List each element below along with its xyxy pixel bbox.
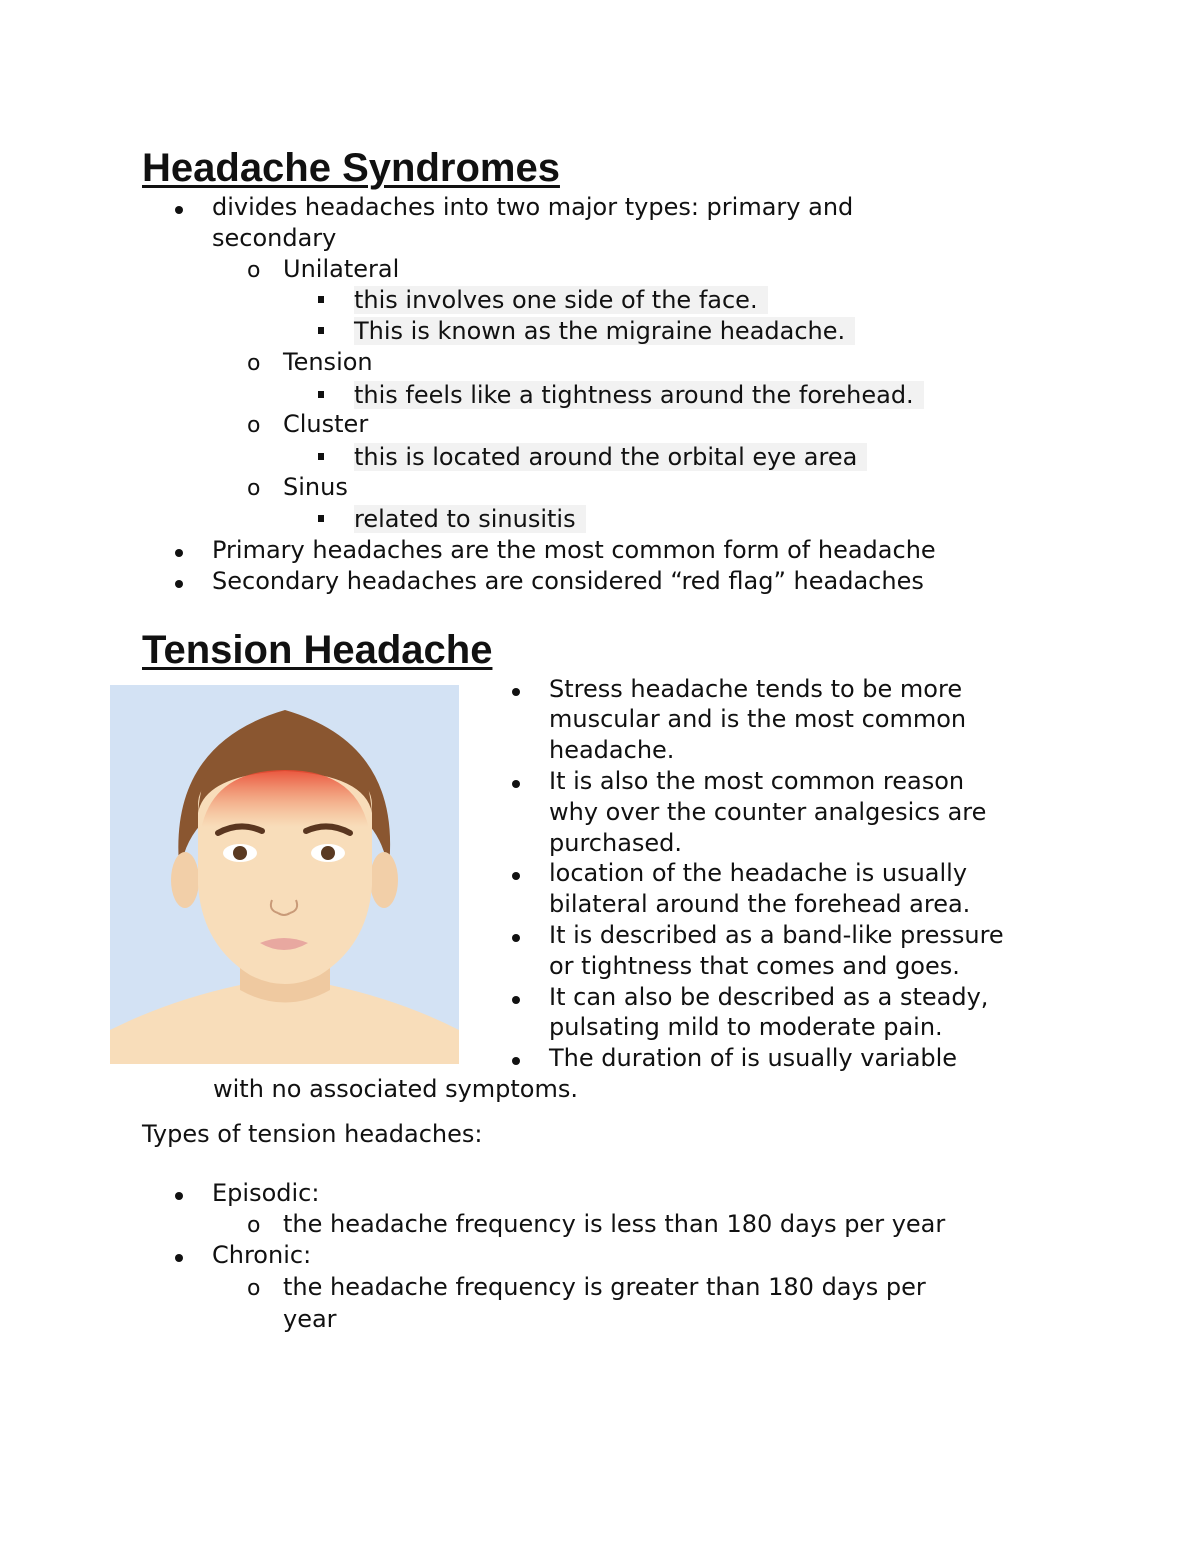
point-text: muscular and is the most common bbox=[549, 705, 967, 733]
face-illustration bbox=[110, 685, 459, 1064]
intro-text-line2: secondary bbox=[212, 224, 337, 252]
highlighted-text: this is located around the orbital eye area bbox=[354, 443, 867, 471]
square-bullet bbox=[318, 327, 324, 334]
square-bullet bbox=[318, 515, 324, 522]
point-text: pulsating mild to moderate pain. bbox=[549, 1013, 943, 1041]
types-heading: Types of tension headaches: bbox=[142, 1120, 483, 1148]
sub-bullet-circle: o bbox=[247, 1213, 261, 1238]
sub-bullet-circle: o bbox=[247, 413, 261, 438]
bullet bbox=[512, 996, 520, 1004]
bullet bbox=[175, 549, 183, 557]
type-episodic: Episodic: bbox=[212, 1179, 320, 1207]
square-bullet bbox=[318, 453, 324, 460]
sub-bullet-circle: o bbox=[247, 476, 261, 501]
point-text: location of the headache is usually bbox=[549, 859, 968, 887]
point-text: It is also the most common reason bbox=[549, 767, 965, 795]
sub-bullet-circle: o bbox=[247, 258, 261, 283]
point-text: It is described as a band-like pressure bbox=[549, 921, 1004, 949]
square-bullet bbox=[318, 391, 324, 398]
bullet bbox=[512, 1057, 520, 1065]
sub-bullet-circle: o bbox=[247, 1276, 261, 1301]
highlighted-text: this involves one side of the face. bbox=[354, 286, 768, 314]
secondary-statement: Secondary headaches are considered “red flag” headaches bbox=[212, 567, 924, 595]
highlighted-text: this feels like a tightness around the forehead. bbox=[354, 381, 924, 409]
type-sinus: Sinus bbox=[283, 473, 348, 501]
highlighted-text: related to sinusitis bbox=[354, 505, 586, 533]
bullet bbox=[175, 1192, 183, 1200]
intro-text-line1: divides headaches into two major types: primary and bbox=[212, 193, 854, 221]
point-text: headache. bbox=[549, 736, 675, 764]
point-text: The duration of is usually variable bbox=[549, 1044, 958, 1072]
point-text: purchased. bbox=[549, 829, 683, 857]
primary-statement: Primary headaches are the most common form of headache bbox=[212, 536, 936, 564]
section-title-tension-headache: Tension Headache bbox=[142, 628, 493, 672]
detail-text bbox=[354, 442, 867, 473]
bullet bbox=[512, 780, 520, 788]
bullet bbox=[512, 934, 520, 942]
square-bullet bbox=[318, 296, 324, 303]
right-ear bbox=[370, 852, 398, 908]
type-cluster: Cluster bbox=[283, 410, 369, 438]
bullet bbox=[512, 872, 520, 880]
point-text: or tightness that comes and goes. bbox=[549, 952, 960, 980]
detail-text bbox=[354, 380, 924, 411]
type-chronic: Chronic: bbox=[212, 1241, 312, 1269]
type-tension: Tension bbox=[283, 348, 373, 376]
detail-text bbox=[354, 316, 855, 347]
bullet bbox=[175, 1254, 183, 1262]
point-text: why over the counter analgesics are bbox=[549, 798, 987, 826]
chronic-detail: the headache frequency is greater than 180 days per bbox=[283, 1273, 926, 1301]
left-iris bbox=[233, 846, 247, 860]
detail-text bbox=[354, 285, 768, 316]
point-text: Stress headache tends to be more bbox=[549, 675, 963, 703]
type-unilateral: Unilateral bbox=[283, 255, 400, 283]
left-ear bbox=[171, 852, 199, 908]
detail-text bbox=[354, 504, 586, 535]
bullet bbox=[175, 580, 183, 588]
sub-bullet-circle: o bbox=[247, 351, 261, 376]
highlighted-text: This is known as the migraine headache. bbox=[354, 317, 855, 345]
point-text: It can also be described as a steady, bbox=[549, 983, 989, 1011]
point-text-wrap: with no associated symptoms. bbox=[213, 1075, 579, 1103]
episodic-detail: the headache frequency is less than 180 days per year bbox=[283, 1210, 946, 1238]
bullet bbox=[512, 688, 520, 696]
point-text: bilateral around the forehead area. bbox=[549, 890, 971, 918]
right-iris bbox=[321, 846, 335, 860]
section-title-headache-syndromes: Headache Syndromes bbox=[142, 146, 560, 190]
bullet bbox=[175, 206, 183, 214]
chronic-detail-wrap: year bbox=[283, 1305, 337, 1333]
